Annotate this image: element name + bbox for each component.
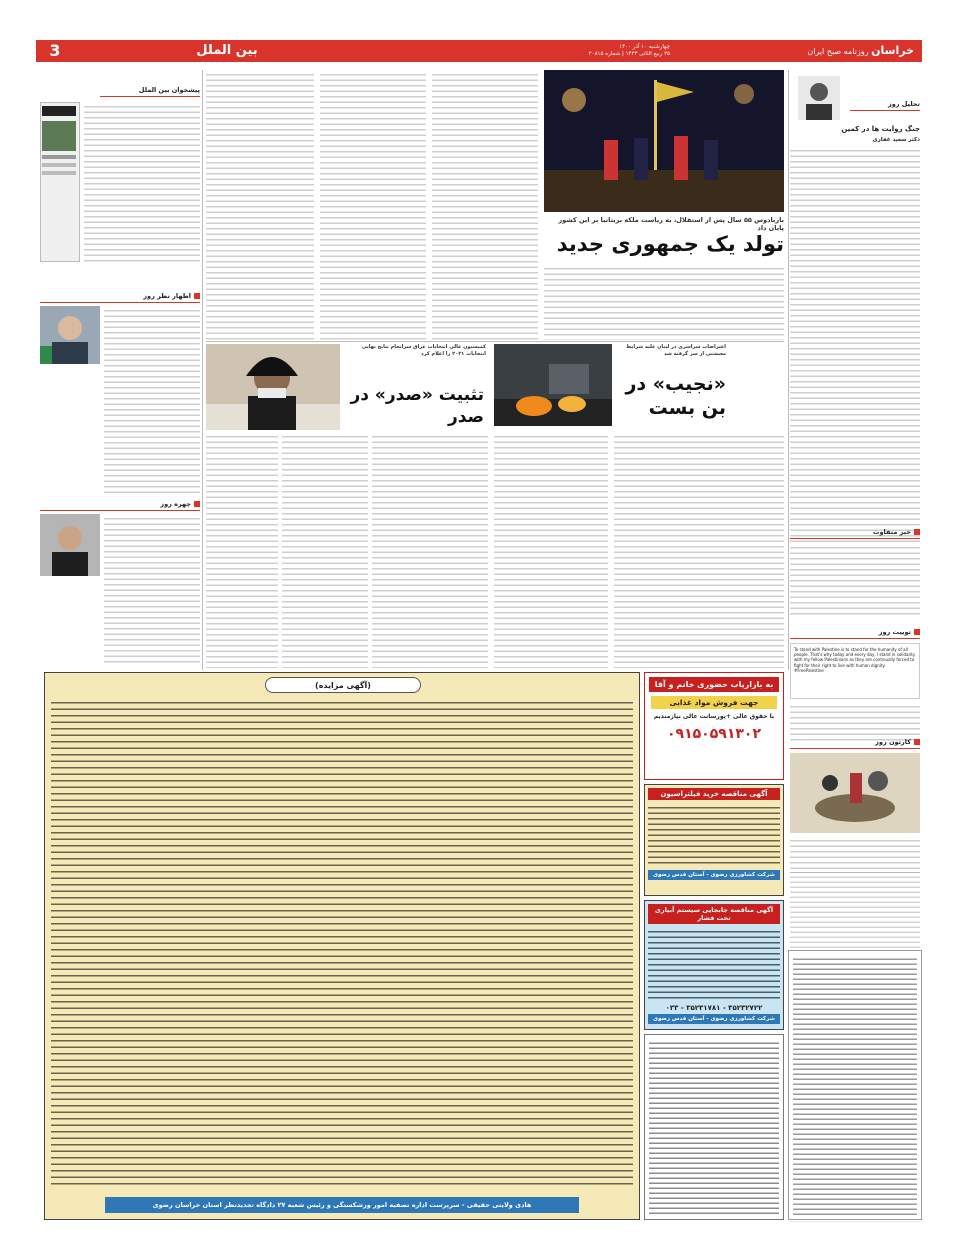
date-line-1: چهارشنبه ۱۰ آذر ۱۴۰۰ xyxy=(619,44,670,50)
left-column xyxy=(40,86,200,97)
square-icon xyxy=(194,501,200,507)
main-story-col-4 xyxy=(206,70,314,340)
main-story-headline: تولد یک جمهوری جدید xyxy=(556,232,784,256)
analysis-label: تحلیل روز xyxy=(850,100,920,111)
cartoon-image xyxy=(790,753,920,833)
square-icon xyxy=(194,293,200,299)
tender1-org: شرکت کشاورزی رضوی - آستان قدس رضوی xyxy=(648,870,780,880)
auction-signature: هادی ولایتی حقیقی - سرپرست اداره تصفیه امور ورشکستگی و رئیس شعبه ۲۷ دادگاه تجدیدنظر استان خراسان رضوی xyxy=(105,1197,579,1213)
newspaper-cover-image xyxy=(40,102,80,262)
cartoon-label: کارتون روز xyxy=(790,738,920,749)
opinion-photo xyxy=(40,306,100,364)
lebanon-body-1 xyxy=(614,432,784,668)
opinion-body xyxy=(104,306,200,496)
cartoon-caption xyxy=(790,836,920,872)
brand-logo: خراسان xyxy=(871,44,914,57)
diff-news-box xyxy=(790,528,920,615)
sadr-caption: کمیسیون عالی انتخابات عراق سرانجام نتایج نهایی انتخابات ۲۰۲۱ را اعلام کرد xyxy=(361,344,486,357)
press-review-label: پیشخوان بین الملل xyxy=(100,86,200,97)
marketer-sub: جهت فروش مواد غذایی xyxy=(651,696,777,709)
tweet-translation xyxy=(790,702,920,742)
square-icon xyxy=(914,739,920,745)
tender-irrigation-ad xyxy=(644,900,784,1030)
masthead xyxy=(670,40,920,62)
diff-news-label: خبر متفاوت xyxy=(790,528,920,539)
analysis-title: جنگ روایت ها در کمین xyxy=(841,125,920,133)
lebanon-body-2 xyxy=(494,432,608,668)
date-line-2: ۲۵ ربیع الثانی ۱۴۴۳ | شماره ۲۰۸۱۵ xyxy=(588,51,670,57)
lebanon-headline: «نجیب» در بن بست xyxy=(625,373,726,419)
lebanon-photo xyxy=(494,344,612,426)
marketer-line: با حقوق عالی +پورسانت عالی نیازمندیم xyxy=(653,713,775,720)
tender2-org: شرکت کشاورزی رضوی - آستان قدس رضوی xyxy=(648,1014,780,1024)
marketer-title: به بازاریاب حضوری خانم و آقا xyxy=(649,677,779,692)
square-icon xyxy=(914,629,920,635)
face-body xyxy=(104,514,200,666)
face-box xyxy=(40,500,200,511)
tweet-label: توییت روز xyxy=(790,628,920,639)
tweet-card: To stand with Palestine is to stand for the humanity of all people. That's why today and every day, I stand in solidarity with my fellow Palestinians as they are continually forced to fight for their right to live with human dignity. #FreePalestine xyxy=(790,643,920,699)
paper-name: روزنامه صبح ایران xyxy=(807,47,869,56)
tender1-body xyxy=(648,803,780,867)
sadr-headline: تثبیت «صدر» در صدر xyxy=(350,385,484,427)
sadr-body-2 xyxy=(282,432,368,668)
lower-notice-ad xyxy=(788,950,922,1220)
lebanon-caption: اعتراضات سراسری در لبنان علیه شرایط معیشتی از سر گرفته شد xyxy=(626,344,726,357)
analysis-byline: دکتر سعید غفاری xyxy=(872,137,920,143)
main-story-col-3 xyxy=(320,70,426,340)
row-rule xyxy=(206,341,784,342)
tender2-title: آگهی مناقصه جابجایی سیستم آبیاری تحت فشار xyxy=(648,904,780,924)
column-rule xyxy=(202,70,203,670)
auction-title: (آگهی مزایده) xyxy=(265,677,421,693)
lower-notice-body xyxy=(793,955,917,1215)
main-story-col-2 xyxy=(432,70,538,340)
marketer-ad xyxy=(644,672,784,780)
auction-body xyxy=(51,697,633,1187)
author-photo xyxy=(798,76,840,120)
sadr-body-3 xyxy=(206,432,278,668)
opinion-box xyxy=(40,292,200,303)
tender-filtration-ad xyxy=(644,784,784,896)
tender2-phone: ۰۳۳ - ۳۵۲۳۱۷۸۱ - ۳۵۲۳۲۷۲۲ xyxy=(665,1004,763,1012)
sadr-body-1 xyxy=(372,432,488,668)
page-number: 3 xyxy=(49,41,61,60)
notice-body xyxy=(649,1039,779,1215)
main-story-lead xyxy=(544,264,784,340)
press-review-body xyxy=(84,102,200,262)
sadr-photo xyxy=(206,344,340,430)
face-photo xyxy=(40,514,100,576)
section-title: بین الملل xyxy=(196,43,258,58)
diff-news-body xyxy=(790,543,920,615)
marketer-phone: ۰۹۱۵۰۵۹۱۳۰۲ xyxy=(667,726,761,742)
opinion-label: اظهار نظر روز xyxy=(40,292,200,303)
notice-ad xyxy=(644,1034,784,1220)
cartoon-box xyxy=(790,738,920,872)
main-story-kicker: باربادوس ۵۵ سال پس از استقلال، به ریاست ملکه بریتانیا بر این کشور پایان داد xyxy=(558,216,784,232)
tender1-title: آگهی مناقصه خرید فیلتراسیون xyxy=(648,788,780,800)
tender2-body xyxy=(648,927,780,1001)
face-label: چهره روز xyxy=(40,500,200,511)
main-story-photo xyxy=(544,70,784,212)
square-icon xyxy=(914,529,920,535)
tweet-box xyxy=(790,628,920,742)
auction-ad xyxy=(44,672,640,1220)
analysis-body xyxy=(790,146,920,588)
dateline xyxy=(520,44,670,58)
column-rule xyxy=(788,70,789,670)
